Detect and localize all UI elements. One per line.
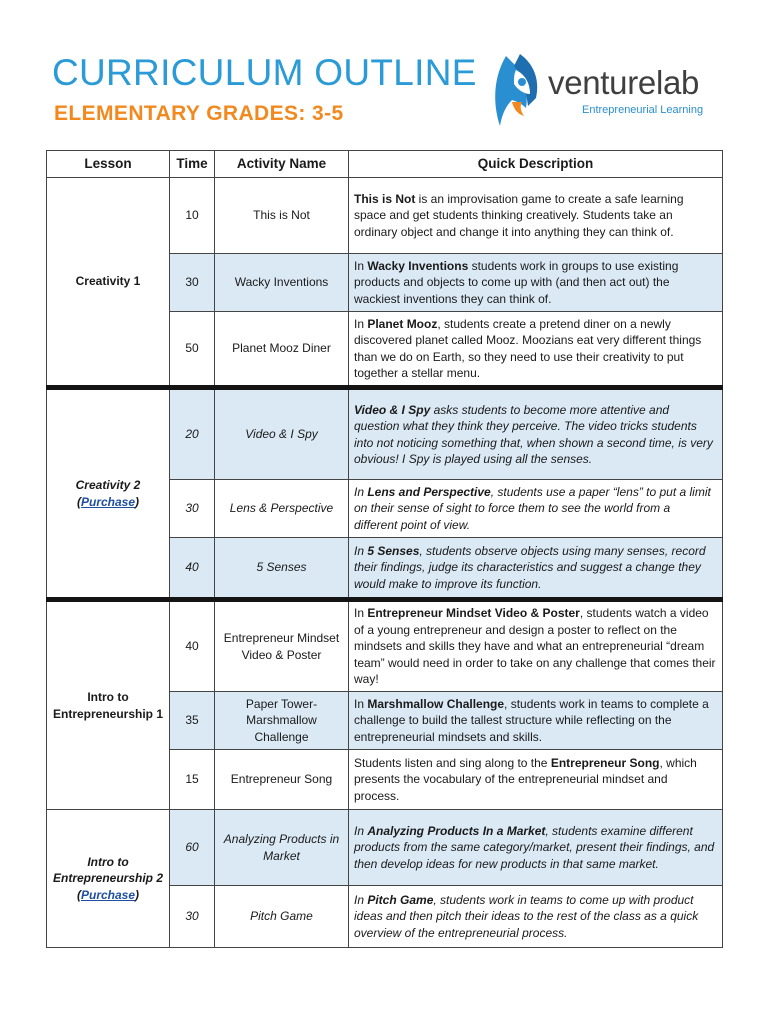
- activity-cell: Pitch Game: [215, 886, 349, 948]
- activity-cell: This is Not: [215, 178, 349, 254]
- table-row: [47, 178, 723, 254]
- activity-cell: Video & I Spy: [215, 388, 349, 480]
- description-cell: In Analyzing Products In a Market, students examine different products from the same category/market, present their findings, and then develop ideas for new products in that same market.: [349, 810, 723, 886]
- description-cell: In Entrepreneur Mindset Video & Poster, students watch a video of a young entrepreneur and design a poster to reflect on the mindsets and skills they have and what an entrepreneurial “dream team” would need in order to take on any challenge that comes their way!: [349, 600, 723, 692]
- activity-cell: Entrepreneur Mindset Video & Poster: [215, 600, 349, 692]
- activity-cell: Lens & Perspective: [215, 480, 349, 538]
- table-row: [47, 810, 723, 886]
- lesson-cell: Creativity 2 (Purchase): [47, 388, 170, 600]
- table-row: [47, 600, 723, 692]
- lesson-cell: [47, 178, 170, 388]
- time-cell: 30: [170, 254, 215, 312]
- column-header-lesson: Lesson: [47, 151, 170, 178]
- description-cell: Students listen and sing along to the Entrepreneur Song, which presents the vocabulary of the entrepreneurial mindset and process.: [349, 750, 723, 810]
- purchase-link[interactable]: Purchase: [80, 887, 136, 902]
- time-cell: 50: [170, 312, 215, 388]
- venturelab-logo: [488, 50, 728, 134]
- table-header-row: [47, 151, 723, 178]
- lesson-name: Creativity 2: [75, 478, 141, 492]
- column-header-activity: Activity Name: [215, 151, 349, 178]
- description-cell: This is Not is an improvisation game to create a safe learning space and get students thinking creatively. Students take an ordinary object and change it into anything they can think of.: [349, 178, 723, 254]
- document-title: CURRICULUM OUTLINE: [52, 52, 477, 93]
- time-cell: 40: [170, 538, 215, 600]
- column-header-time: Time: [170, 151, 215, 178]
- table-row: [47, 388, 723, 480]
- purchase-link[interactable]: Purchase: [80, 494, 136, 509]
- lesson-cell: Intro to Entrepreneurship 2 (Purchase): [47, 810, 170, 948]
- lesson-name: Intro to Entrepreneurship 1: [52, 690, 164, 721]
- activity-cell: Paper Tower-Marshmallow Challenge: [215, 692, 349, 750]
- time-cell: 40: [170, 600, 215, 692]
- curriculum-table: [46, 150, 723, 948]
- time-cell: 60: [170, 810, 215, 886]
- time-cell: 30: [170, 480, 215, 538]
- time-cell: 30: [170, 886, 215, 948]
- description-cell: In Wacky Inventions students work in groups to use existing products and objects to come up with (and then act out) the wackiest inventions they can think of.: [349, 254, 723, 312]
- logo-tagline: Entrepreneurial Learning: [582, 104, 704, 116]
- time-cell: 10: [170, 178, 215, 254]
- description-cell: In Planet Mooz, students create a pretend diner on a newly discovered planet called Mooz. Moozians eat very different things than we do on Earth, so they need to use their creativity to put together a stellar menu.: [349, 312, 723, 388]
- description-cell: In Lens and Perspective, students use a paper “lens” to put a limit on their sense of sight to force them to see the world from a different point of view.: [349, 480, 723, 538]
- column-header-description: Quick Description: [349, 151, 723, 178]
- logo-wordmark: venturelab: [548, 64, 700, 101]
- activity-cell: 5 Senses: [215, 538, 349, 600]
- time-cell: 35: [170, 692, 215, 750]
- lesson-name: Creativity 1: [75, 274, 141, 289]
- document-header: [52, 52, 722, 142]
- lesson-name: Intro to Entrepreneurship 2: [52, 854, 164, 886]
- activity-cell: Analyzing Products in Market: [215, 810, 349, 886]
- description-cell: In Marshmallow Challenge, students work in teams to complete a challenge to build the tallest structure while reflecting on the entrepreneurial mindsets and skills.: [349, 692, 723, 750]
- activity-cell: Planet Mooz Diner: [215, 312, 349, 388]
- rocket-logo-icon: [488, 50, 544, 132]
- time-cell: 20: [170, 388, 215, 480]
- description-cell: In 5 Senses, students observe objects using many senses, record their findings, judge its characteristics and suggest a change they would make to improve its function.: [349, 538, 723, 600]
- activity-cell: Wacky Inventions: [215, 254, 349, 312]
- time-cell: 15: [170, 750, 215, 810]
- activity-cell: Entrepreneur Song: [215, 750, 349, 810]
- lesson-cell: [47, 600, 170, 810]
- document-subtitle: ELEMENTARY GRADES: 3-5: [54, 102, 344, 125]
- description-cell: In Pitch Game, students work in teams to come up with product ideas and then pitch their ideas to the rest of the class as a quick overview of the entrepreneurial process.: [349, 886, 723, 948]
- description-cell: Video & I Spy asks students to become more attentive and question what they think they perceive. The video tricks students into not noticing something that, when shown a second time, is very obvious! I Spy is played using all the senses.: [349, 388, 723, 480]
